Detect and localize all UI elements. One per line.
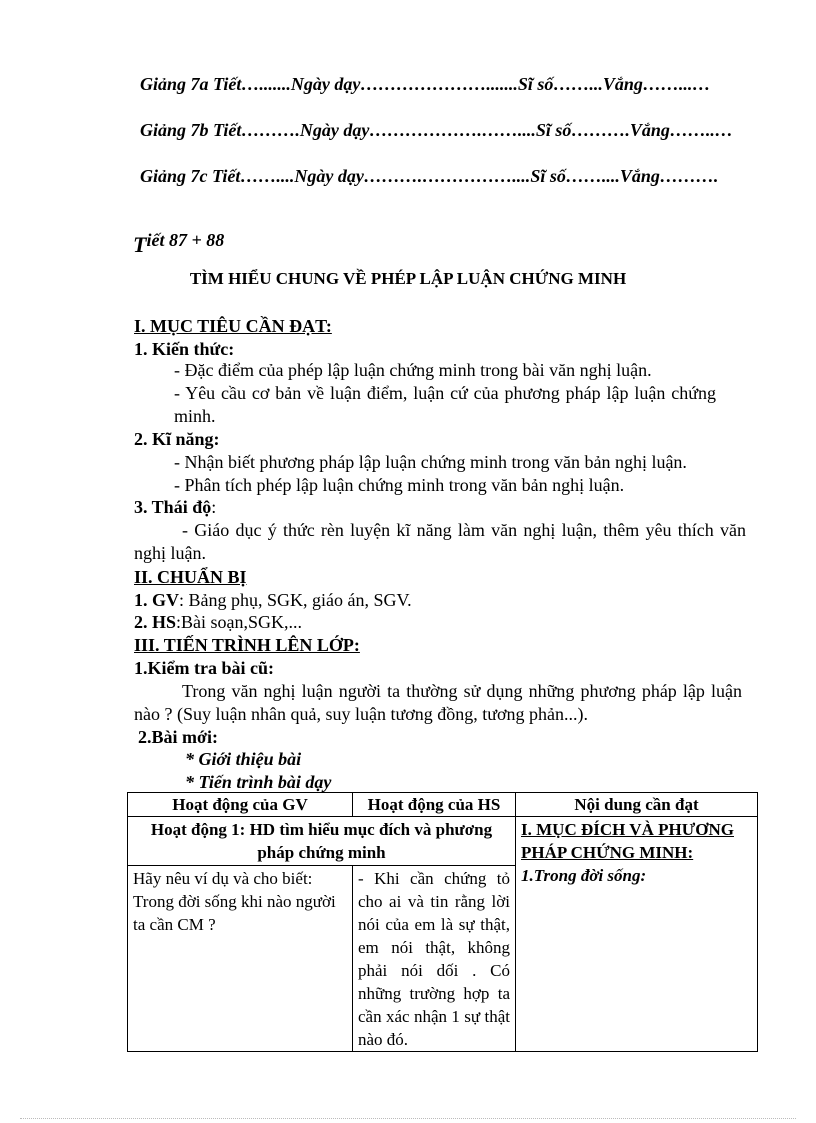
knowledge-item: - Đặc điểm của phép lập luận chứng minh trong bài văn nghị luận. bbox=[174, 360, 652, 380]
schedule-line-7c bbox=[140, 166, 718, 187]
attitude-heading bbox=[134, 497, 216, 518]
check-text-cont: nào ? (Suy luận nhân quả, suy luận tương đồng, tương phản...). bbox=[134, 704, 588, 724]
new-lesson-heading: 2.Bài mới: bbox=[138, 727, 218, 747]
check-heading: 1.Kiểm tra bài cũ: bbox=[134, 658, 274, 678]
schedule-vang: Vắng……..… bbox=[629, 120, 733, 140]
schedule-siso: Sĩ số……... bbox=[517, 74, 603, 94]
section-heading-preparation: II. CHUẨN BỊ bbox=[134, 567, 247, 587]
page-title: TÌM HIỂU CHUNG VỀ PHÉP LẬP LUẬN CHỨNG MINH bbox=[189, 269, 627, 288]
schedule-class: Giảng 7c bbox=[140, 166, 208, 186]
prep-teacher-label: 1. GV bbox=[134, 590, 179, 610]
skills-heading: 2. Kĩ năng: bbox=[134, 429, 220, 449]
attitude-item: - Giáo dục ý thức rèn luyện kĩ năng làm văn nghị luận, thêm yêu thích văn bbox=[182, 520, 746, 540]
page-footer-divider bbox=[20, 1118, 796, 1119]
schedule-line-7a bbox=[140, 74, 710, 95]
schedule-ngay: Ngày dạy……………….…….... bbox=[299, 120, 536, 140]
content-subheading: 1.Trong đời sống: bbox=[521, 866, 647, 885]
table-header-hs: Hoạt động của HS bbox=[353, 793, 516, 817]
attitude-heading-label: 3. Thái độ bbox=[134, 497, 212, 517]
schedule-class: Giảng 7b bbox=[140, 120, 209, 140]
schedule-siso: Sĩ số………. bbox=[535, 120, 630, 140]
lesson-period-text: iết 87 + 88 bbox=[146, 230, 225, 250]
prep-student-text: :Bài soạn,SGK,... bbox=[176, 612, 303, 632]
content-heading: I. MỤC ĐÍCH VÀ PHƯƠNG PHÁP CHỨNG MINH: bbox=[521, 820, 734, 862]
table-header-gv: Hoạt động của GV bbox=[128, 793, 353, 817]
schedule-ngay: Ngày dạy……….…………….... bbox=[294, 166, 531, 186]
lesson-table bbox=[127, 792, 758, 1052]
process-label: * Tiến trình bài dạy bbox=[185, 772, 332, 792]
schedule-line-7b bbox=[140, 120, 733, 141]
section-heading-process: III. TIẾN TRÌNH LÊN LỚP: bbox=[134, 635, 360, 655]
knowledge-item-cont: minh. bbox=[174, 406, 216, 426]
schedule-class: Giảng 7a bbox=[140, 74, 209, 94]
table-header-content: Nội dung cần đạt bbox=[516, 793, 758, 817]
attitude-item-cont: nghị luận. bbox=[134, 543, 206, 563]
lesson-period bbox=[133, 226, 225, 257]
table-header-row bbox=[128, 793, 758, 817]
knowledge-item: - Yêu cầu cơ bản về luận điểm, luận cứ của phương pháp lập luận chứng bbox=[174, 383, 716, 403]
schedule-ngay: Ngày dạy…………………....... bbox=[290, 74, 518, 94]
table-row bbox=[128, 817, 758, 866]
content-cell bbox=[516, 817, 758, 1052]
prep-student-label: 2. HS bbox=[134, 612, 177, 632]
skills-item: - Nhận biết phương pháp lập luận chứng minh trong văn bản nghị luận. bbox=[174, 452, 687, 472]
schedule-vang: Vắng………. bbox=[619, 166, 719, 186]
check-text: Trong văn nghị luận người ta thường sử dụng những phương pháp lập luận bbox=[182, 681, 742, 701]
activity-title: Hoạt động 1: HD tìm hiểu mục đích và phương pháp chứng minh bbox=[128, 817, 516, 866]
schedule-vang: Vắng……...… bbox=[602, 74, 711, 94]
gv-activity-cell: Hãy nêu ví dụ và cho biết: Trong đời sống khi nào người ta cần CM ? bbox=[128, 866, 353, 1052]
attitude-heading-colon: : bbox=[211, 497, 217, 517]
lesson-period-initial: T bbox=[133, 232, 147, 257]
prep-teacher-text: : Bảng phụ, SGK, giáo án, SGV. bbox=[179, 590, 412, 610]
prep-student bbox=[134, 612, 302, 633]
prep-teacher bbox=[134, 590, 412, 611]
section-heading-objectives: I. MỤC TIÊU CẦN ĐẠT: bbox=[134, 316, 332, 336]
skills-item: - Phân tích phép lập luận chứng minh trong văn bản nghị luận. bbox=[174, 475, 625, 495]
schedule-tiet: Tiết…….... bbox=[212, 166, 295, 186]
schedule-tiet: Tiết………. bbox=[213, 120, 300, 140]
intro-label: * Giới thiệu bài bbox=[185, 749, 302, 769]
hs-activity-cell: - Khi cần chứng tỏ cho ai và tin rằng lời nói của em là sự thật, em nói thật, không phải nói dối . Có những trường hợp ta cần xác nhận 1 sự thật nào đó. bbox=[353, 866, 516, 1052]
schedule-siso: Sĩ số…….... bbox=[530, 166, 620, 186]
knowledge-heading: 1. Kiến thức: bbox=[134, 339, 235, 359]
schedule-tiet: Tiết…....... bbox=[213, 74, 291, 94]
